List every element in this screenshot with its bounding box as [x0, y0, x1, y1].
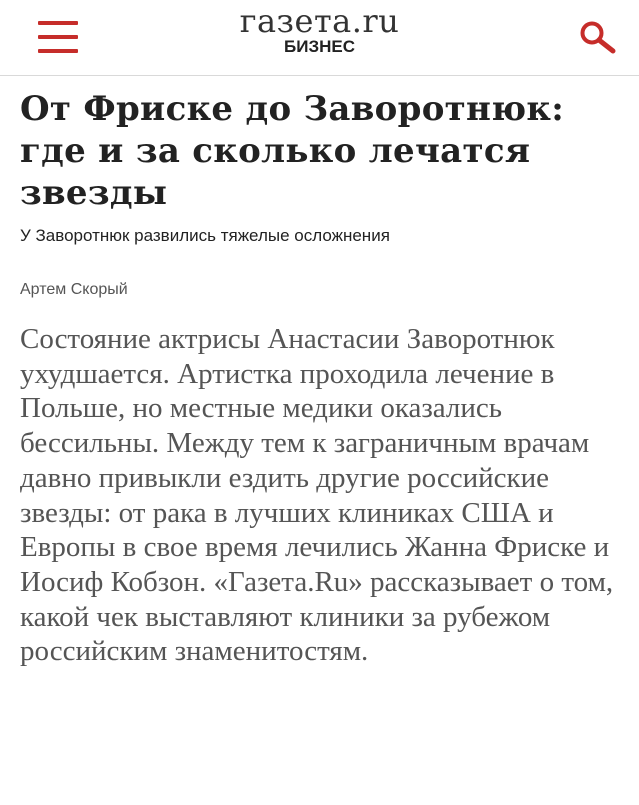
site-header [0, 0, 639, 76]
article-title: От Фриске до Заворотнюк: где и за сколько лечатся звезды [20, 89, 565, 213]
article-lead: Состояние актрисы Анастасии Заворотнюк ухудшается. Артистка проходила лечение в Польше, но местные медики оказались бессильны. Между тем к заграничным врачам давно привыкли ездить другие российские звезды: от рака в лучших клиниках США и Европы в свое время лечились Жанна Фриске и Иосиф Кобзон. «Газета.Ru» рассказывает о том, какой чек выставляют клиники за рубежом российским знаменитостям. [20, 323, 614, 668]
site-logo[interactable] [0, 2, 639, 56]
article-author[interactable]: Артем Скорый [20, 281, 128, 298]
logo-section-label: БИЗНЕС [284, 37, 355, 56]
article-subtitle: У Заворотнюк развились тяжелые осложнения [20, 226, 390, 245]
search-button[interactable] [578, 20, 618, 56]
logo-wordmark: газета.ru [239, 2, 400, 40]
search-icon [578, 20, 618, 56]
article [20, 88, 620, 669]
